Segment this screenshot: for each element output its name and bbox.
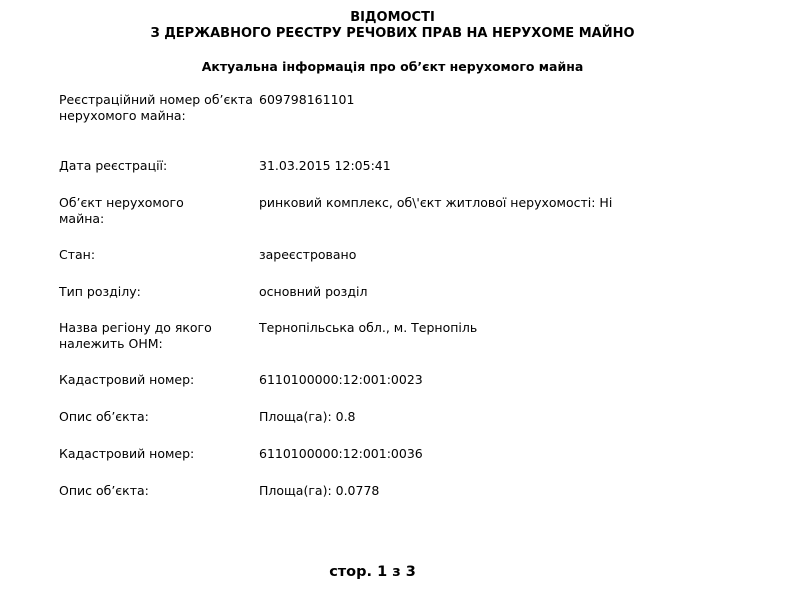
info-label: Кадастровий номер: — [59, 446, 195, 461]
info-label: Опис об’єкта: — [59, 483, 149, 498]
info-row-status — [59, 247, 759, 284]
info-value: Тернопільська обл., м. Тернопіль — [259, 320, 478, 335]
info-value: ринковий комплекс, об\'єкт житлової нерухомості: Ні — [259, 195, 613, 210]
info-label: Кадастровий номер: — [59, 372, 195, 387]
info-value: Площа(га): 0.0778 — [259, 483, 380, 498]
info-value: 6110100000:12:001:0036 — [259, 446, 423, 461]
info-value: 609798161101 — [259, 92, 355, 107]
info-value: основний розділ — [259, 284, 368, 299]
document-title: ВІДОМОСТІ — [350, 10, 435, 25]
info-label: Об’єкт нерухомого майна: — [59, 195, 184, 226]
info-value: 31.03.2015 12:05:41 — [259, 158, 391, 173]
info-label: Стан: — [59, 247, 96, 262]
property-info-table — [59, 92, 759, 520]
info-row-object-description — [59, 409, 759, 446]
document-header — [0, 10, 785, 42]
info-label: Дата реєстрації: — [59, 158, 168, 173]
info-value: Площа(га): 0.8 — [259, 409, 356, 424]
info-row-object-description — [59, 483, 759, 520]
info-row-registration-number — [59, 92, 759, 158]
info-row-cadastral-number — [59, 446, 759, 483]
info-value: 6110100000:12:001:0023 — [259, 372, 423, 387]
info-row-registration-date — [59, 158, 759, 195]
info-row-region — [59, 320, 759, 372]
info-label: Назва регіону до якого належить ОНМ: — [59, 320, 212, 351]
info-row-section-type — [59, 284, 759, 320]
info-label: Опис об’єкта: — [59, 409, 149, 424]
page-number: стор. 1 з 3 — [329, 564, 416, 580]
info-label: Реєстраційний номер об’єкта нерухомого майна: — [59, 92, 253, 123]
info-value: зареєстровано — [259, 247, 357, 262]
document-title-registry: З ДЕРЖАВНОГО РЕЄСТРУ РЕЧОВИХ ПРАВ НА НЕРУХОМЕ МАЙНО — [150, 26, 635, 41]
info-row-cadastral-number — [59, 372, 759, 409]
info-label: Тип розділу: — [59, 284, 141, 299]
info-row-property-object — [59, 195, 759, 247]
document-subtitle: Актуальна інформація про об’єкт нерухомого майна — [201, 59, 584, 74]
